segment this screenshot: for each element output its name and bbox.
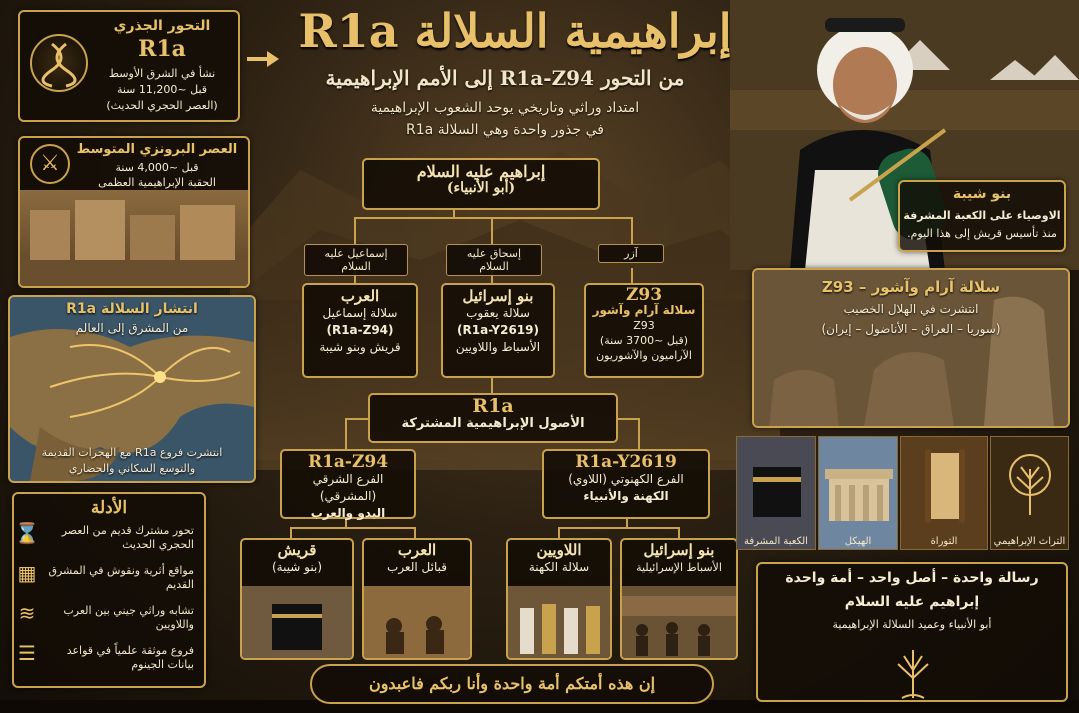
evidence-item-text: تحور مشترك قديم من العصر الحجري الحديث (61, 524, 194, 551)
bani-shaiba-title: بنو شيبة (952, 186, 1012, 202)
leaf-title: العرب (397, 541, 437, 559)
evidence-item-text: فروع موثقة علمياً في قواعد بيانات الجينوم (66, 644, 194, 671)
bani-shaiba-panel (898, 180, 1066, 252)
spread-title: انتشار السلالة R1a (66, 301, 198, 317)
connector (345, 418, 369, 420)
aram-line: انتشرت في الهلال الخصيب (843, 302, 979, 316)
node-z93-title: Z93 (625, 285, 663, 305)
page-subtitle: من التحور R1a-Z94 إلى الأمم الإبراهيمية (325, 66, 685, 90)
evidence-item-text: تشابه وراثي جيني بين العرب واللاويين (63, 604, 194, 631)
bronze-age-era: الحقبة الإبراهيمية العظمى (98, 176, 216, 189)
node-y2619-line: الكهنة والأنبياء (583, 489, 669, 503)
connector (491, 217, 493, 245)
database-icon: ☰ (18, 641, 36, 665)
node-z93 (584, 283, 704, 378)
footer-verse-text: إن هذه أمتكم أمة واحدة وأنا ربكم فاعبدون (368, 674, 656, 693)
evidence-item (14, 601, 194, 644)
node-r1a-common (368, 393, 618, 443)
message-title: رسالة واحدة – أصل واحد – أمة واحدة (785, 570, 1039, 586)
header-line-2: في جذور واحدة وهي السلالة R1a (406, 122, 604, 138)
heritage-caption: الهيكل (844, 536, 872, 547)
node-israel-title: بنو إسرائيل (462, 287, 534, 305)
root-mutation-panel (18, 10, 240, 122)
heritage-caption: التوراة (930, 536, 958, 547)
node-z94-line: البدو والعرب (310, 506, 386, 520)
leaf-quraysh (240, 538, 354, 660)
leaf-sub: قبائل العرب (387, 560, 447, 574)
connector (631, 217, 633, 245)
connector (638, 418, 640, 450)
leaf-sub: الأسباط الإسرائيلية (636, 561, 722, 574)
node-arab-title: العرب (340, 287, 380, 305)
evidence-item (14, 521, 194, 564)
node-z94-title: R1a-Z94 (307, 452, 389, 472)
node-israel-code: (R1a-Y2619) (457, 323, 539, 337)
message-line: إبراهيم عليه السلام (844, 594, 980, 610)
evidence-item-text: مواقع أثرية ونقوش في المشرق القديم (48, 564, 194, 591)
hourglass-icon: ⌛ (14, 521, 40, 545)
root-mutation-era: (العصر الحجري الحديث) (106, 99, 218, 112)
evidence-title: الأدلة (90, 498, 128, 518)
heritage-caption: التراث الإبراهيمي (993, 536, 1066, 547)
node-arab-line: قريش وبنو شيبة (319, 340, 401, 354)
node-arab-code: (R1a-Z94) (326, 323, 394, 337)
bronze-age-date: قبل ~4,000 سنة (115, 161, 199, 174)
ancient-city-image (20, 190, 248, 286)
dna-icon: ≋ (18, 601, 36, 625)
node-arab (302, 283, 418, 378)
leaf-title: بنو إسرائيل (643, 541, 715, 559)
node-ibrahim (362, 158, 600, 210)
leaf-title: قريش (277, 541, 317, 559)
scroll-icon (923, 447, 967, 525)
node-y2619-branch (542, 449, 710, 519)
bani-shaiba-line: الاوصياء على الكعبة المشرفة (903, 209, 1061, 222)
node-ibrahim-sub: (أبو الأنبياء) (446, 180, 516, 196)
aram-title: سلالة آرام وآشور – Z93 (821, 278, 1001, 296)
leaf-title: اللاويين (536, 541, 582, 559)
root-mutation-code: R1a (138, 36, 186, 62)
spread-note-2: والتوسع السكاني والحضاري (68, 462, 196, 475)
heritage-card (818, 436, 898, 550)
node-israel (441, 283, 555, 378)
node-y2619-title: R1a-Y2619 (575, 452, 677, 472)
node-israel-line: الأسباط واللاويين (455, 340, 541, 354)
leaf-sub: سلالة الكهنة (528, 560, 590, 574)
evidence-item (14, 641, 194, 684)
node-y2619-line: الفرع الكهنوتي (اللاوي) (568, 472, 684, 486)
heritage-card (736, 436, 816, 550)
leaf-bani-israel (620, 538, 738, 660)
camel-riders-image (364, 586, 470, 660)
temple-image (825, 463, 893, 525)
bronze-age-title: العصر البرونزي المتوسط (76, 142, 238, 157)
node-z94-line: الفرع الشرقي (المشرقي) (312, 472, 384, 503)
node-r1a-sub: الأصول الإبراهيمية المشتركة (401, 416, 585, 431)
kaaba-image (242, 586, 352, 660)
heritage-caption: الكعبة المشرفة (744, 536, 808, 547)
connector (491, 378, 493, 394)
connector (616, 418, 640, 420)
leaf-levites (506, 538, 612, 660)
node-z93-line: سلالة آرام وآشور (592, 303, 696, 317)
connector (345, 418, 347, 450)
connector (290, 527, 416, 529)
node-z93-code: Z93 (633, 319, 655, 332)
message-line: أبو الأنبياء وعميد السلالة الإبراهيمية (832, 618, 992, 631)
bronze-age-panel (18, 136, 250, 288)
dna-icon (30, 34, 88, 92)
tree-icon (1005, 449, 1055, 519)
arrow-right-icon (245, 48, 281, 70)
swords-icon: ⚔ (30, 144, 70, 184)
root-mutation-origin: نشأ في الشرق الأوسط (108, 67, 216, 80)
heritage-card (900, 436, 988, 550)
kaaba-image (749, 459, 805, 521)
son-azar-label: آزر (598, 244, 664, 263)
node-r1a-title: R1a (472, 395, 514, 417)
page-title: إبراهيمية السلالة R1a (298, 4, 732, 58)
son-ismail-label: إسماعيل عليه السلام (304, 244, 408, 276)
aram-line: (سوريا – العراق – الأناضول – إيران) (821, 322, 1001, 336)
node-arab-line: سلالة إسماعيل (322, 306, 398, 320)
connector (558, 527, 680, 529)
tree-icon (882, 638, 944, 700)
tablet-icon: ▦ (17, 561, 37, 585)
son-ishaq-label: إسحاق عليه السلام (446, 244, 542, 276)
header-line-1: امتداد وراثي وتاريخي يوحد الشعوب الإبراهيمية (370, 100, 640, 116)
node-israel-line: سلالة يعقوب (466, 306, 530, 320)
connector (631, 268, 633, 284)
tribes-image (622, 586, 736, 660)
connector (354, 217, 632, 219)
spread-subtitle: من المشرق إلى العالم (75, 321, 189, 335)
bani-shaiba-line: منذ تأسيس قريش إلى هذا اليوم. (907, 227, 1057, 240)
priests-image (508, 586, 610, 660)
footer-verse-banner (310, 664, 714, 704)
evidence-panel (12, 492, 206, 688)
root-mutation-age: قبل ~11,200 سنة (116, 83, 208, 96)
evidence-item (14, 561, 194, 604)
node-z94-branch (280, 449, 416, 519)
leaf-arab-tribes (362, 538, 472, 660)
message-panel (756, 562, 1068, 702)
spread-panel (8, 295, 256, 483)
heritage-card (990, 436, 1069, 550)
node-ibrahim-name: إبراهيم عليه السلام (416, 162, 546, 181)
aram-panel (752, 268, 1070, 428)
leaf-sub: (بنو شيبة) (271, 560, 323, 574)
root-mutation-title: التحور الجذري (113, 18, 211, 34)
spread-note-1: انتشرت فروع R1a مع الهجرات القديمة (41, 446, 223, 459)
node-z93-line: الآراميون والآشوريون (596, 349, 692, 362)
connector (354, 217, 356, 245)
node-z93-line: (قبل ~3700 سنة) (599, 334, 689, 347)
